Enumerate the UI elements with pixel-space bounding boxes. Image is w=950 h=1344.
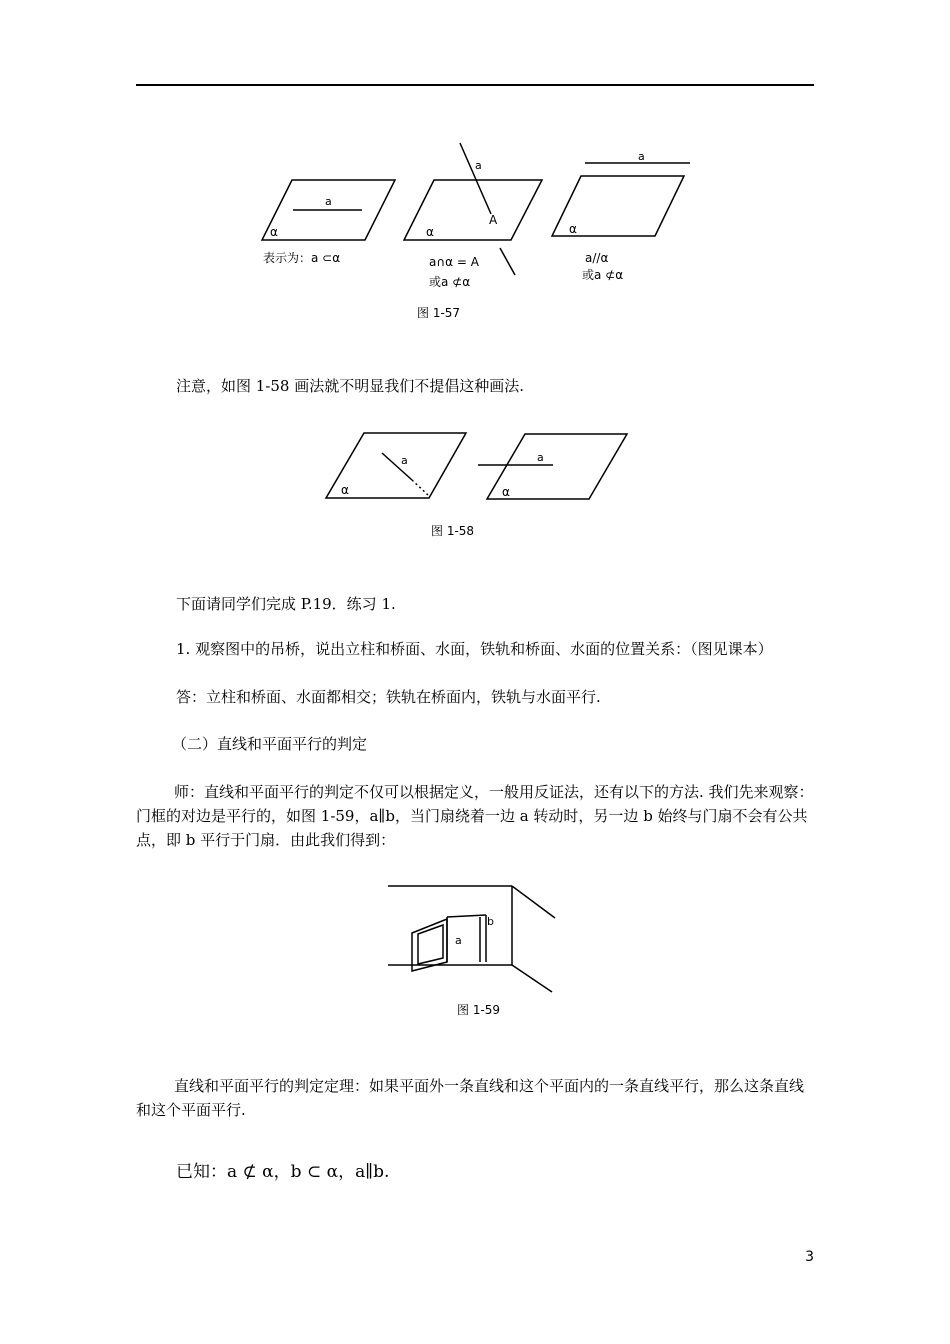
exercise-question: 1. 观察图中的吊桥，说出立柱和桥面、水面，铁轨和桥面、水面的位置关系：（图见课本） — [176, 640, 773, 658]
label-point-A: A — [489, 213, 498, 227]
caption-subset: 表示为：a ⊂α — [263, 251, 341, 265]
label-alpha-left: α — [341, 483, 349, 497]
label-alpha-1: α — [270, 225, 278, 239]
theorem-paragraph: 直线和平面平行的判定定理：如果平面外一条直线和这个平面内的一条直线平行，那么这条直线和这个平面平行. — [136, 1077, 805, 1119]
figure-1-59-caption: 图 1-59 — [457, 1003, 501, 1017]
section-heading: （二）直线和平面平行的判定 — [172, 735, 368, 753]
caption-parallel: a//α — [585, 251, 609, 265]
given-line: 已知：a ⊄ α，b ⊂ α，a∥b. — [176, 1162, 390, 1182]
label-alpha-right: α — [502, 485, 510, 499]
note-paragraph: 注意，如图 1-58 画法就不明显我们不提倡这种画法. — [176, 377, 525, 395]
label-a-left: a — [401, 454, 408, 467]
caption-intersect: a∩α = A — [429, 255, 479, 269]
label-a-door: a — [455, 934, 462, 947]
exercise-intro: 下面请同学们完成 P.19．练习 1. — [176, 595, 396, 613]
caption-not-subset-3: 或a ⊄α — [582, 268, 624, 282]
door-frame-top — [447, 915, 486, 917]
label-b-edge: b — [487, 915, 494, 928]
label-alpha-3: α — [569, 222, 577, 236]
label-a-1: a — [325, 195, 332, 208]
exercise-answer: 答：立柱和桥面、水面都相交；铁轨在桥面内，铁轨与水面平行. — [176, 688, 601, 706]
door-leaf-inner — [418, 925, 443, 964]
teacher-paragraph: 师：直线和平面平行的判定不仅可以根据定义，一般用反证法，还有以下的方法. 我们先来观察：门框的对边是平行的，如图 1-59，a∥b，当门扇绕着一边 a 转动时，另一边 b 始终与门扇不会有公共点，即 b 平行于门扇．由此我们得到： — [136, 783, 814, 849]
wall-upper-diagonal — [512, 886, 555, 918]
wall-lower-diagonal — [512, 965, 552, 992]
label-alpha-2: α — [426, 225, 434, 239]
figure-1-58-caption: 图 1-58 — [431, 524, 475, 538]
page-number: 3 — [805, 1249, 814, 1265]
caption-not-subset-2: 或a ⊄α — [429, 275, 471, 289]
label-a-right: a — [537, 451, 544, 464]
label-a-3: a — [638, 150, 645, 163]
label-a-2: a — [475, 159, 482, 172]
figure-1-57-caption: 图 1-57 — [417, 306, 461, 320]
